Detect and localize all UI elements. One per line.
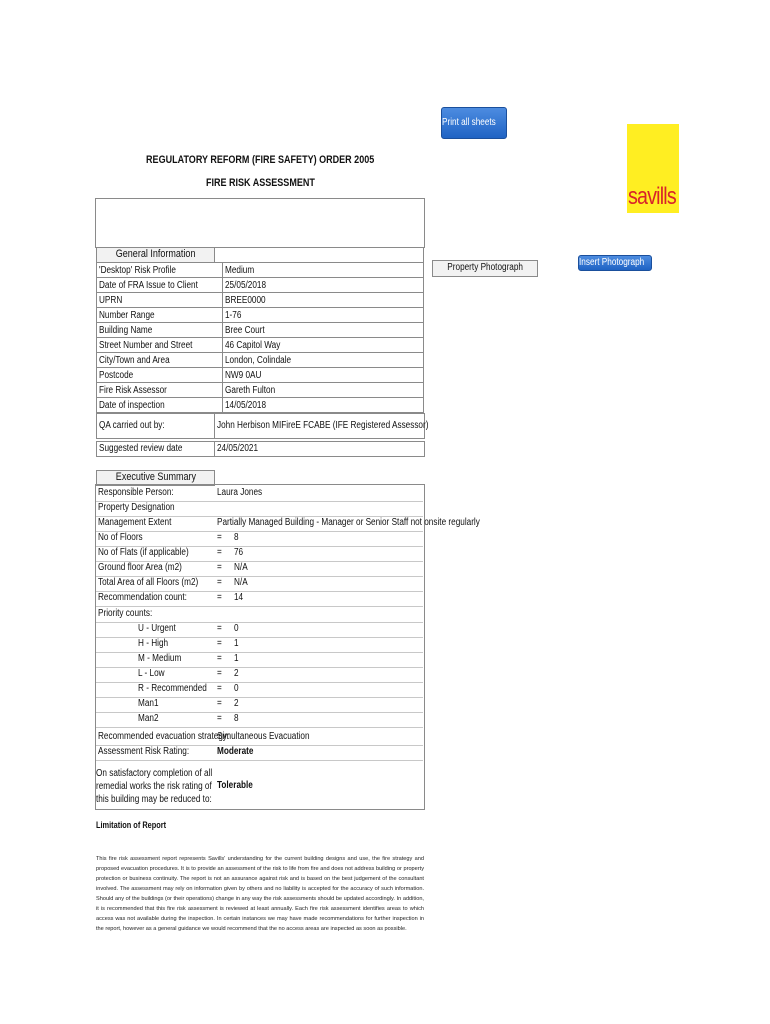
priority-row (96, 682, 423, 698)
general-info-label: 'Desktop' Risk Profile (97, 263, 223, 278)
general-info-label: Postcode (97, 368, 223, 383)
priority-value: 1 (234, 638, 239, 649)
general-info-label: Date of inspection (97, 398, 223, 413)
general-information-heading: General Information (96, 247, 215, 263)
exec-row-equals: = (217, 577, 222, 588)
exec-row-label: Recommendation count: (98, 592, 187, 603)
general-info-value: 25/05/2018 (222, 278, 423, 293)
priority-equals: = (217, 623, 222, 634)
priority-value: 8 (234, 713, 239, 724)
print-all-sheets-button[interactable]: Print all sheets (441, 107, 507, 139)
general-info-row (97, 368, 424, 383)
general-info-label: UPRN (97, 293, 223, 308)
executive-summary-row (96, 486, 423, 502)
priority-row (96, 697, 423, 713)
executive-summary-row (96, 561, 423, 577)
priority-label: U - Urgent (138, 623, 176, 634)
exec-row-value: 76 (234, 547, 244, 558)
general-heading-spacer (213, 247, 424, 263)
property-photograph-label: Property Photograph (432, 260, 538, 277)
priority-row (96, 667, 423, 683)
exec-row-label: Property Designation (98, 502, 175, 513)
exec-row-value: Laura Jones (217, 487, 263, 498)
executive-summary-heading: Executive Summary (96, 470, 215, 486)
exec-row-equals: = (217, 592, 222, 603)
priority-equals: = (217, 698, 222, 709)
general-info-value: Bree Court (222, 323, 423, 338)
exec-row-value: N/A (234, 577, 248, 588)
priority-value: 0 (234, 683, 239, 694)
limitation-text: This fire risk assessment report represents Savills' understanding for the current building designs and use, the fire strategy and proposed evacuation procedures. It is to provide an assessment of the risk to life from fire and does not address building or property protection or business continuity. The report is not an assurance against risk and is based on the best judgement of the consultant involved. The assessment may rely on information given by others and no liability is accepted for the accuracy of such information. Should any of the buildings (or their operations) change in any way the risk assessments should be updated accordingly. In addition, it is recommended that this fire risk assessment is reviewed at least annually. Each fire risk assessment identifies areas to which access was not available during the inspection. In certain instances we may have made recommendations for further inspection in the report, however as a general guidance we would recommend that the no access areas are inspected as soon as possible. (96, 856, 424, 932)
exec-row-label: Responsible Person: (98, 487, 174, 498)
executive-summary-row (96, 576, 423, 592)
general-info-label: Fire Risk Assessor (97, 383, 223, 398)
executive-summary-row (96, 531, 423, 547)
general-info-value: NW9 0AU (222, 368, 423, 383)
priority-row (96, 637, 423, 653)
priority-value: 2 (234, 698, 239, 709)
general-info-row (97, 338, 424, 353)
exec-row-label: No of Floors (98, 532, 143, 543)
exec-row-value: N/A (234, 562, 248, 573)
general-info-label: City/Town and Area (97, 353, 223, 368)
exec-row-label: Total Area of all Floors (m2) (98, 577, 199, 588)
general-info-row (97, 293, 424, 308)
exec-row-value: 8 (234, 532, 239, 543)
general-info-value: 46 Capitol Way (222, 338, 423, 353)
risk-rating-row: Assessment Risk Rating: Moderate (96, 745, 423, 761)
remedial-label: On satisfactory completion of all remedial works the risk rating of this building may be reduced to: (96, 768, 213, 805)
priority-row (96, 712, 423, 728)
exec-row-value: Partially Managed Building - Manager or Senior Staff not onsite regularly (217, 517, 480, 528)
general-info-value: BREE0000 (222, 293, 423, 308)
priority-counts-row: Priority counts: (96, 607, 423, 623)
review-date-row: Suggested review date 24/05/2021 (96, 441, 425, 457)
priority-label: M - Medium (138, 653, 182, 664)
general-info-value: 1-76 (222, 308, 423, 323)
priority-row (96, 622, 423, 638)
executive-summary-row (96, 591, 423, 607)
exec-row-equals: = (217, 562, 222, 573)
limitation-heading: Limitation of Report (96, 820, 167, 830)
evacuation-strategy-row: Recommended evacuation strategy: Simultaneous Evacuation (96, 730, 423, 746)
qa-row: QA carried out by: John Herbison MIFireE FCABE (IFE Registered Assessor) (96, 413, 425, 439)
executive-summary-row (96, 516, 480, 532)
priority-label: H - High (138, 638, 169, 649)
general-info-label: Street Number and Street (97, 338, 223, 353)
exec-row-label: Management Extent (98, 517, 172, 528)
general-info-row (97, 323, 424, 338)
general-info-label: Building Name (97, 323, 223, 338)
exec-row-equals: = (217, 532, 222, 543)
description-box (95, 198, 425, 248)
document-title: REGULATORY REFORM (FIRE SAFETY) ORDER 2005 (145, 154, 375, 166)
priority-label: L - Low (138, 668, 165, 679)
general-info-label: Date of FRA Issue to Client (97, 278, 223, 293)
priority-label: Man2 (138, 713, 159, 724)
priority-equals: = (217, 668, 222, 679)
general-info-row (97, 263, 424, 278)
document-subtitle: FIRE RISK ASSESSMENT (205, 177, 315, 189)
executive-summary-row (96, 546, 423, 562)
remedial-value: Tolerable (217, 780, 253, 791)
general-info-row (97, 353, 424, 368)
exec-row-value: 14 (234, 592, 244, 603)
priority-equals: = (217, 683, 222, 694)
priority-equals: = (217, 638, 222, 649)
executive-summary-row (96, 501, 423, 517)
general-info-value: London, Colindale (222, 353, 423, 368)
exec-row-label: Ground floor Area (m2) (98, 562, 182, 573)
priority-equals: = (217, 713, 222, 724)
general-info-row (97, 308, 424, 323)
priority-label: Man1 (138, 698, 159, 709)
general-information-table (96, 262, 424, 413)
general-info-value: 14/05/2018 (222, 398, 423, 413)
savills-logo: savills (627, 124, 679, 213)
general-info-row (97, 398, 424, 413)
priority-row (96, 652, 423, 668)
priority-value: 2 (234, 668, 239, 679)
general-info-value: Medium (222, 263, 423, 278)
priority-value: 1 (234, 653, 239, 664)
priority-equals: = (217, 653, 222, 664)
general-info-row (97, 278, 424, 293)
priority-value: 0 (234, 623, 239, 634)
general-info-value: Gareth Fulton (222, 383, 423, 398)
general-info-label: Number Range (97, 308, 223, 323)
insert-photograph-button[interactable]: Insert Photograph (578, 255, 652, 271)
exec-row-label: No of Flats (if applicable) (98, 547, 189, 558)
priority-label: R - Recommended (138, 683, 207, 694)
general-info-row (97, 383, 424, 398)
exec-row-equals: = (217, 547, 222, 558)
